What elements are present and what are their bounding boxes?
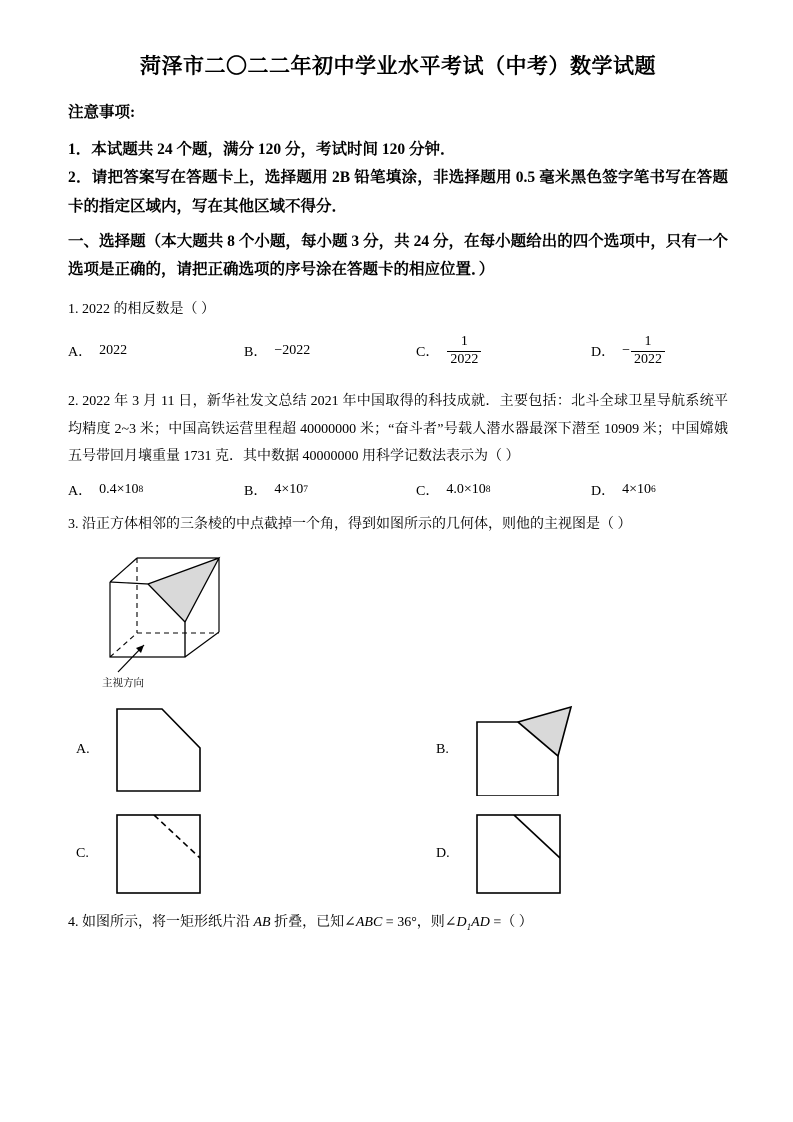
option-c-fraction: [447, 334, 481, 368]
option-d-label: D.: [436, 846, 450, 862]
option-d-times: ×10: [629, 482, 652, 498]
option-d-mantissa: 4: [622, 482, 630, 498]
option-b-exponent: 7: [303, 485, 308, 496]
question-2-option-b[interactable]: [244, 480, 416, 500]
option-c-square: [117, 815, 200, 893]
option-b-value: −2022: [274, 343, 311, 359]
option-b-label: B．: [244, 345, 268, 361]
option-b-mantissa: 4: [274, 482, 282, 498]
question-2-option-a[interactable]: [68, 480, 244, 500]
option-d-sign: −: [622, 343, 631, 359]
cube-cut-edge-top-left: [110, 582, 148, 584]
q4-angle-abc: ABC: [355, 915, 383, 931]
notice-item-2: 2．请把答案写在答题卡上，选择题用 2B 铅笔填涂，非选择题用 0.5 毫米黑色签字笔书写在答题卡的指定区域内，写在其他区域不得分．: [68, 169, 728, 215]
option-a-mantissa: 0.4: [99, 482, 117, 498]
question-3-option-d[interactable]: [428, 810, 568, 898]
figure-caption-front-view: 主视方向: [102, 678, 144, 690]
option-c-label: C．: [416, 345, 440, 361]
option-d-label: D．: [591, 484, 616, 500]
option-d-square: [477, 815, 560, 893]
notice-item-1: 1．本试题共 24 个题，满分 120 分，考试时间 120 分钟．: [68, 140, 456, 158]
option-c-numerator: 1: [460, 334, 468, 350]
option-c-mantissa: 4.0: [446, 482, 464, 498]
option-a-shape-svg: [112, 704, 208, 796]
front-view-direction-arrow: [118, 645, 144, 672]
q4-part-3: = 36°，则∠: [382, 915, 457, 931]
q4-part-4: =（ ）: [489, 915, 533, 931]
q4-part-1: 4. 如图所示，将一矩形纸片沿: [68, 915, 254, 931]
cube-edge-bottom-right-depth: [185, 632, 219, 657]
section-heading-choice: 一、选择题（本大题共 8 个小题，每小题 3 分，共 24 分，在每小题给出的四个选项中，只有一个选项是正确的，请把正确选项的序号涂在答题卡的相应位置．）: [68, 232, 728, 279]
option-a-times: ×10: [116, 482, 139, 498]
question-3-options-row-ab: [68, 704, 728, 796]
q4-point-d: D: [456, 915, 467, 931]
page-content: [68, 52, 728, 937]
question-3-option-a[interactable]: [68, 704, 428, 796]
question-3-stem: 3. 沿正方体相邻的三条棱的中点截掉一个角，得到如图所示的几何体，则他的主视图是（ ）: [68, 517, 632, 533]
option-a-label: A．: [68, 484, 93, 500]
option-b-label: B．: [244, 484, 268, 500]
option-c-denominator: 2022: [447, 351, 481, 369]
option-c-shape-svg: [112, 810, 208, 898]
q4-point-d-subscript: 1: [466, 922, 472, 933]
question-3-figure-cube: [102, 550, 728, 690]
question-1-options: [68, 325, 728, 377]
cube-hidden-edge-depth: [110, 633, 137, 657]
cube-truncated-corner-svg: [102, 550, 242, 675]
option-a-label: A.: [76, 742, 90, 758]
page-title: 菏泽市二〇二二年初中学业水平考试（中考）数学试题: [140, 54, 656, 78]
question-4-stem: [68, 909, 728, 936]
option-b-times: ×10: [281, 482, 304, 498]
option-a-exponent: 8: [138, 485, 144, 496]
notices-heading: 注意事项:: [68, 104, 136, 122]
option-d-fraction: [631, 334, 665, 368]
option-c-label: C．: [416, 484, 440, 500]
question-1-option-c[interactable]: [416, 334, 591, 368]
question-1-option-b[interactable]: [244, 341, 416, 361]
option-c-exponent: 8: [485, 485, 491, 496]
question-2-option-d[interactable]: [591, 480, 728, 500]
option-c-label: C.: [76, 846, 89, 862]
question-2-options: [68, 480, 728, 500]
q4-segment-ad: AD: [471, 915, 490, 931]
question-3-options-row-cd: [68, 810, 728, 898]
q4-segment-ab: AB: [253, 915, 271, 931]
option-c-times: ×10: [463, 482, 486, 498]
option-a-value: 2022: [99, 343, 128, 359]
option-a-label: A．: [68, 345, 93, 361]
option-a-pentagon-cut-corner: [117, 709, 200, 791]
question-2-option-c[interactable]: [416, 480, 591, 500]
option-b-shape-svg: [472, 704, 582, 796]
question-3-option-c[interactable]: [68, 810, 428, 898]
question-2-stem: 2. 2022 年 3 月 11 日，新华社发文总结 2021 年中国取得的科技成就．主要包括：北斗全球卫星导航系统平均精度 2~3 米；中国高铁运营里程超 40000000 米；“奋斗者”号载人潜水器最深下潜至 10909 米；中国嫦娥五号带回月壤重量 1731 克．其中数据 40000000 用科学记数法表示为（ ）: [68, 394, 728, 464]
question-1-option-d[interactable]: [591, 334, 728, 368]
q4-part-2: 折叠，已知∠: [270, 915, 356, 931]
option-d-numerator: 1: [644, 334, 652, 350]
question-3-option-b[interactable]: [428, 704, 582, 796]
question-1-stem: 1. 2022 的相反数是（ ）: [68, 302, 215, 317]
question-1-option-a[interactable]: [68, 341, 244, 361]
option-d-label: D．: [591, 345, 616, 361]
option-d-denominator: 2022: [631, 351, 665, 369]
cube-edge-topleft-depth: [110, 558, 137, 582]
option-d-exponent: 6: [651, 485, 656, 496]
cube-cut-triangle-face: [148, 558, 219, 622]
option-d-shape-svg: [472, 810, 568, 898]
option-b-label: B.: [436, 742, 449, 758]
